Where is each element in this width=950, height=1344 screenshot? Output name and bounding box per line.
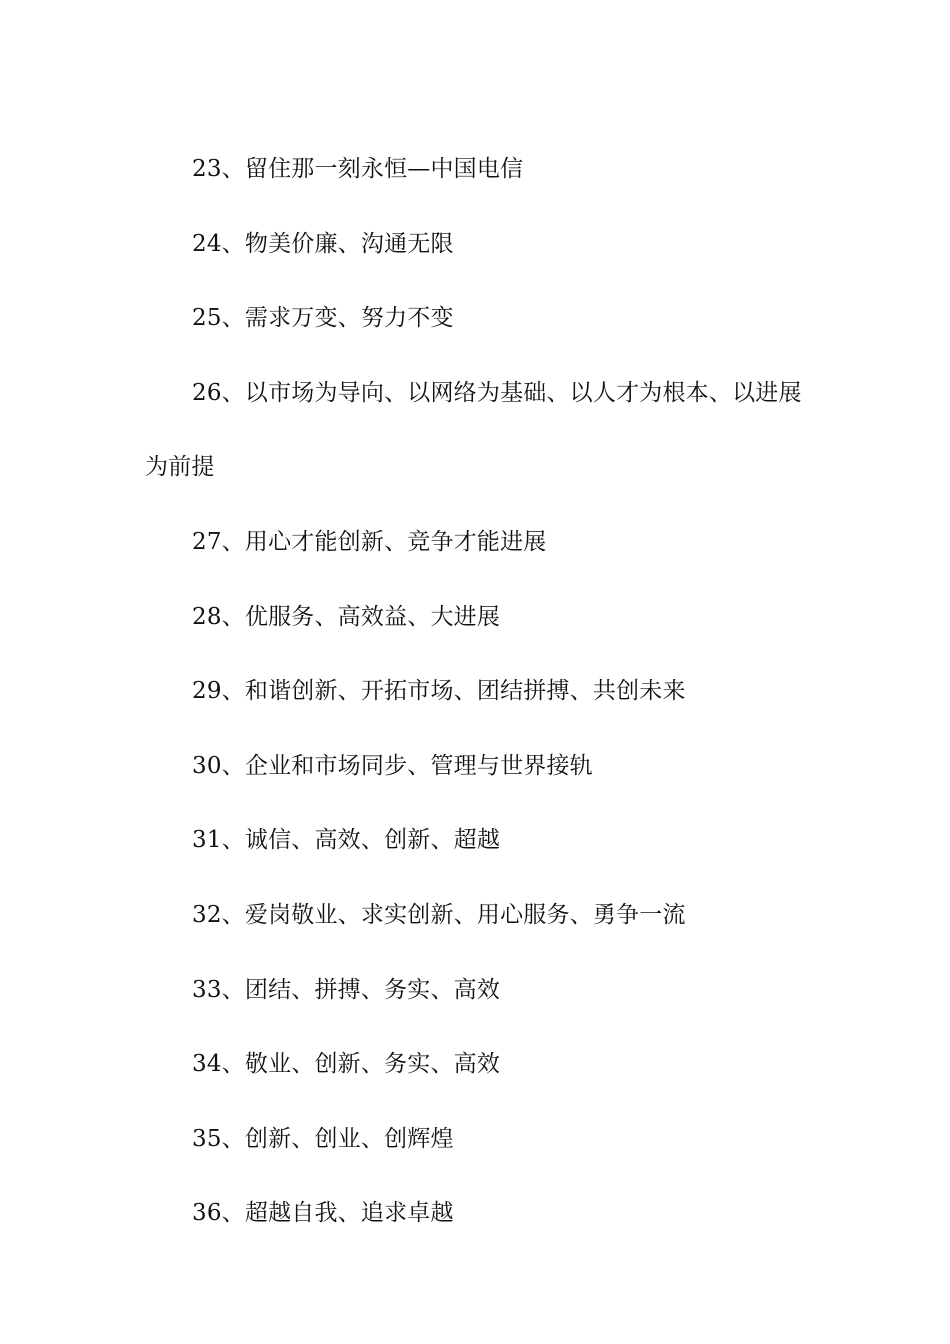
list-item: 32、爱岗敬业、求实创新、用心服务、勇争一流 xyxy=(192,901,686,928)
list-item: 36、超越自我、追求卓越 xyxy=(192,1200,454,1227)
list-item: 30、企业和市场同步、管理与世界接轨 xyxy=(192,752,593,779)
slogan-list xyxy=(145,132,810,1251)
list-item: 35、创新、创业、创辉煌 xyxy=(192,1125,454,1152)
list-item: 34、敬业、创新、务实、高效 xyxy=(192,1051,501,1078)
list-item: 33、团结、拼搏、务实、高效 xyxy=(192,976,501,1003)
list-item: 31、诚信、高效、创新、超越 xyxy=(192,827,501,854)
list-item: 23、留住那一刻永恒—中国电信 xyxy=(192,156,524,182)
list-item: 25、需求万变、努力不变 xyxy=(192,305,454,332)
list-item: 28、优服务、高效益、大进展 xyxy=(192,603,501,630)
list-item: 27、用心才能创新、竞争才能进展 xyxy=(192,528,547,555)
list-item: 24、物美价廉、沟通无限 xyxy=(192,230,454,257)
list-item: 26、以市场为导向、以网络为基础、以人才为根本、以进展为前提 xyxy=(145,379,802,481)
list-item: 29、和谐创新、开拓市场、团结拼搏、共创未来 xyxy=(192,678,686,705)
